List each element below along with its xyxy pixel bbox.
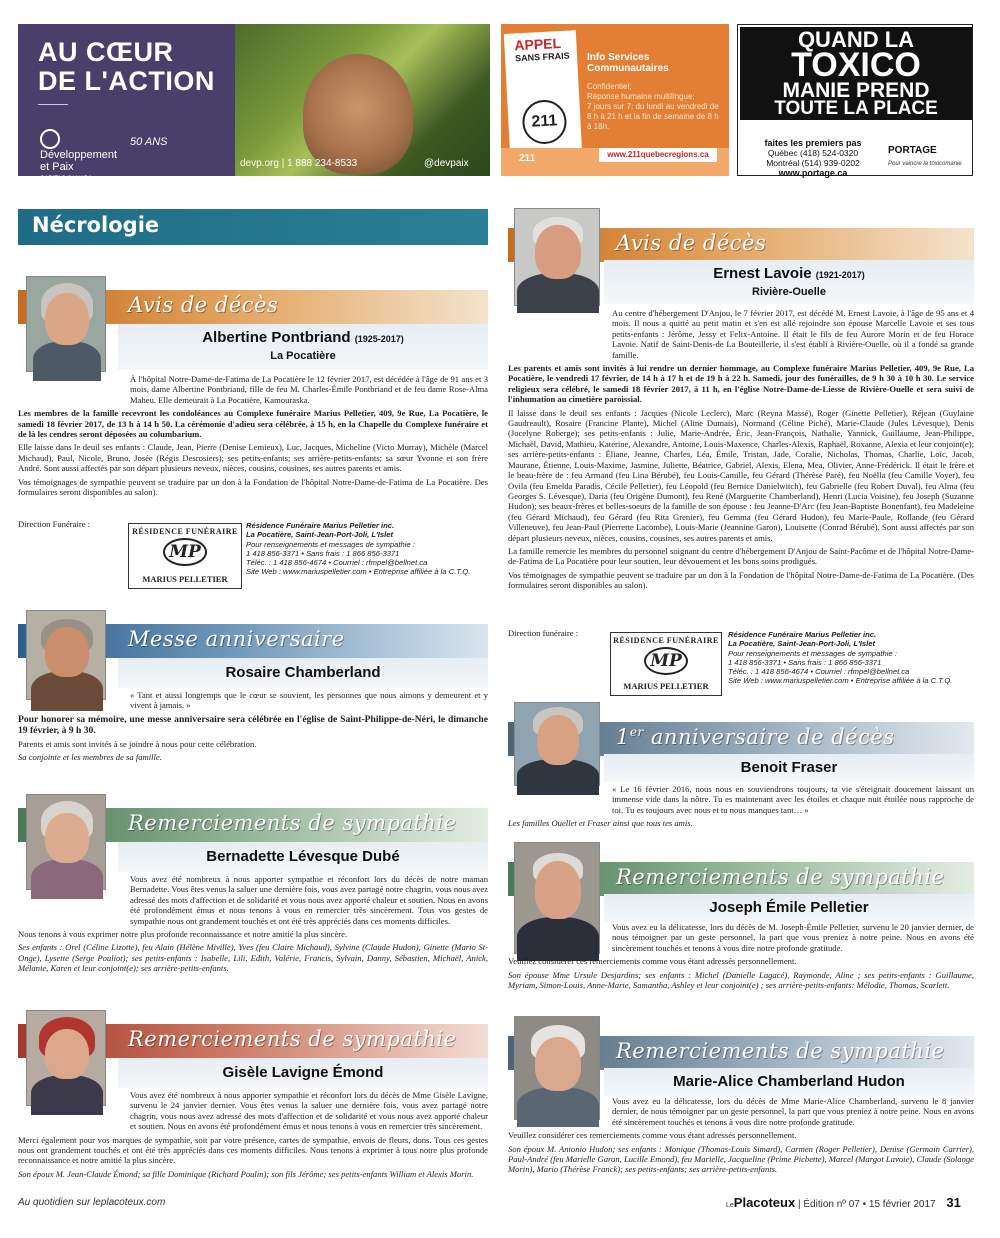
funeral-label: Direction funéraire : bbox=[508, 628, 579, 638]
paragraph: Parents et amis sont invités à se joindre à nous pour cette célébration. bbox=[18, 738, 257, 749]
banner-title: Remerciements de sympathie bbox=[128, 811, 457, 835]
paragraph: Son épouse Mme Ursule Desjardins; ses enfants : Michel (Danielle Lagacé), Raymonde, Aline ; ses petits-enfants : Guillaume, Myriam, Simon-Louis, Anne-Marie, Samantha, Ashley et leur conjoint(e) ; ses arrière-petits-enfants: Mélodie, Thomas, Scarlett. bbox=[508, 969, 974, 991]
paragraph: La famille remercie les membres du personnel soignant du centre d'hébergement D'Anjou de Saint-Pacôme et de l'hôpital Notre-Dame-de-Fatima de La Pocatière pour leur soutien, leur dévouement et les bons soins prodigués. bbox=[508, 545, 974, 567]
footer-edition-text: | Édition nº 07 • 15 février 2017 bbox=[798, 1199, 936, 1210]
paragraph: À l'hôpital Notre-Dame-de-Fatima de La Pocatière le 12 février 2017, est décédée à l'âge de 91 ans et 3 mois, dame Albertine Pontbriand, fille de feu M. Charles-Émile Pontbriand et de feu dame Rose-Alma Maheu. Elle demeurait à La Pocatière, Kamouraska. bbox=[130, 374, 488, 405]
obituary-text bbox=[508, 308, 974, 594]
paragraph: Les familles Ouellet et Fraser ainsi que tous tes amis. bbox=[508, 818, 693, 829]
funeral-phone: 1 418 856-3371 • Sans frais : 1 866 856-3371 bbox=[728, 657, 882, 667]
footer-paper-name: Placoteux bbox=[733, 1195, 796, 1210]
ad-portage-sub4[interactable]: www.portage.ca bbox=[778, 168, 848, 178]
banner-title: Remerciements de sympathie bbox=[128, 1027, 457, 1051]
paragraph: Vos témoignages de sympathie peuvent se traduire par un don à la Fondation de l'hôpital Notre-Dame-de-Fatima de La Pocatière. (Des formulaires seront disponibles au salon). bbox=[508, 569, 974, 591]
ad-portage-line4: TOUTE LA PLACE bbox=[774, 98, 938, 119]
ad-heading: Info Services Communautaires bbox=[587, 52, 669, 74]
obituary-albertine bbox=[18, 276, 488, 591]
banner-title: Messe anniversaire bbox=[128, 627, 345, 651]
paragraph: « Le 16 février 2016, nous nous en souviendrons toujours, ta vie s'éteignait doucement laissant un immense vide dans la nôtre. Tu es maintenant avec les étoiles et chaque nuit étoilée nous rapproche de toi. Tu es toujours avec nous et tu nous manques tant… » bbox=[612, 784, 974, 815]
deceased-name: Benoit Fraser bbox=[740, 759, 838, 776]
ad-title bbox=[38, 38, 238, 96]
banner-ordinal: 1 bbox=[616, 725, 630, 749]
obituary-text bbox=[508, 922, 974, 993]
obituary-text bbox=[18, 374, 488, 500]
ad-card-text bbox=[514, 34, 570, 66]
portrait-photo bbox=[26, 610, 106, 700]
ad-card-line2: SANS FRAIS bbox=[514, 50, 570, 64]
funeral-locations: La Pocatière, Saint-Jean-Port-Joli, L'Islet bbox=[728, 639, 875, 649]
obituary-text bbox=[508, 1096, 974, 1178]
funeral-website[interactable]: Site Web : www.mariuspelletier.com • Entreprise affiliée à la C.T.Q. bbox=[246, 567, 471, 577]
funeral-info bbox=[728, 630, 974, 686]
paragraph: Au centre d'hébergement D'Anjou, le 7 février 2017, est décédé M. Ernest Lavoie, à l'âge de 95 ans et 4 mois. Il nous a quitté au petit matin et s'en est allé rejoindre son épouse Marcelle Lavoie et ses tous petits-enfants : Jérôme, Jessy et Felix-Antoine. Il était le fils de feu Aurore Morin et de feu Horace Lavoie. Natif de Saint-Denis-de La Bouteillerie, il s'est établi à Rivière-Ouelle, où il a fondé sa grande famille. bbox=[612, 308, 974, 360]
banner-ordinal-suffix: er bbox=[629, 725, 644, 739]
name-box bbox=[604, 260, 974, 304]
funeral-phone: 1 418 856-3371 • Sans frais : 1 866 856-3371 bbox=[246, 548, 400, 558]
ad-211-number: 211 bbox=[521, 99, 567, 145]
ad-title-line1: AU CŒUR bbox=[38, 37, 174, 67]
logo-arc-text: RÉSIDENCE FUNÉRAIRE bbox=[613, 636, 719, 645]
paragraph: Vous avez été nombreux à nous apporter sympathie et réconfort lors du décès de Mme Gisèle Lavigne, survenu le 24 janvier dernier. Vous êtes venus la saluer une dernière fois, vous avez partagé notre chagrin, vous nous avez adressé des mots d'affection et de solidarité et vous nous avez apporté chaleur et soutien. Nous en avons été profondément émus et nous tenons à vous en remercier très sincèrement. bbox=[130, 1090, 488, 1132]
paragraph: Il laisse dans le deuil ses enfants : Jacques (Nicole Leclerc), Marc (Reyna Massé), Roger (Ginette Pelletier), Réjean (Guylaine Gaudreault), Rosaire (Francine Plante), Michel (Aline Dumais), Normand (Céline Piché), Marie-Claude (Jules Lévesque), Denis (Jocelyne Roberge); ses petits-enfants : Julie, Marie-Andrée, Éric, Jean-François, Nathalie, Yannick, Guillaume, Jean-Philippe, Michaël, David, Mathieu, Katerine, Alexandre, Antoine, Louis-Maxence, Charles-Alexis, Raphaël, Roxanne, Alexia et leur conjoint(e); ses arrière-petits-enfants : Éliane, Jeanne, Charles, Léa, Émile, Tristan, Jade, Coralie, Nicholas, Thomas, Charlie, Loïc, Jacob, Maurane, Étienne, Louis-Maxime, Jasmine, Juliette, Béatrice, Gabriel, Alexis, Elena, Mea, Olivier, Anne-Frédérick. Il était le frère et le beau-frère de : feu Armand (feu Lina Bérubé), feu Louis-Camille, feu Gérard (Thérèse Paré), feu Noëlla (feu Camille Voyer), feu Ovila (feu Emelda Paradis, Cécile Pelletier), feu Léopold (feu Bernice Danielwitch), feu Gabrielle (feu Robert Duval), feu Alma (feu Georges S. Lévesque), Daria (feu Origène Dumont), feu René (Marguerite Chamberland), Henri (Lucia Voisine), feu Joseph (Suzanne Hudon); ses beaux-frères et belles-soeurs de la famille de son épouse : feu Jeanne-D'Arc (feu Jean-Baptiste Bonenfant), feu Madeleine (feu Gérard Michaud), feu Gérard (feu Rita Grenier), feu Gemma (feu Gérard Hudon), feu Marie-Paule, Rollande (feu Gérard Villeneuve), feu Jean-Paul (Pierrette Lacombe), Louis-Marie (Jeannine Garon), Louisette (Conrad Bérubé). Sont aussi affectés par son départ plusieurs neveux, nièces, cousins, cousines, ses autres parents et amis. bbox=[508, 407, 974, 543]
deceased-years: (1921-2017) bbox=[815, 270, 865, 280]
deceased-name: Joseph Émile Pelletier bbox=[709, 899, 869, 916]
portrait-photo bbox=[514, 208, 600, 306]
deceased-name: Gisèle Lavigne Émond bbox=[222, 1064, 384, 1081]
paragraph: Veuillez considérer ces remerciements comme vous étant adressés personnellement. bbox=[508, 1130, 797, 1141]
ad-bullet: Confidentiel; bbox=[587, 82, 632, 91]
paragraph: Merci également pour vos marques de sympathie, soit par votre présence, cartes de sympathie, envois de fleurs, dons. Tous ces gestes nous ont grandement touchés et ont été très appréciés dans ces moments difficiles. Nous tenons à exprimer à tous notre plus profonde reconnaissance et notre amitié la plus sincère. bbox=[18, 1134, 488, 1166]
logo-monogram: MP bbox=[163, 538, 208, 566]
logo-monogram: MP bbox=[644, 647, 688, 675]
funeral-website[interactable]: Site Web : www.mariuspelletier.com • Entreprise affiliée à la C.T.Q. bbox=[728, 676, 953, 686]
banner-title: Remerciements de sympathie bbox=[616, 865, 945, 889]
section-header bbox=[18, 209, 488, 245]
deceased-years: (1925-2017) bbox=[354, 334, 404, 344]
footer-edition bbox=[726, 1195, 961, 1210]
funeral-label: Direction Funéraire : bbox=[18, 519, 91, 529]
deceased-name: Marie-Alice Chamberland Hudon bbox=[673, 1073, 905, 1090]
funeral-home-logo bbox=[128, 523, 242, 589]
paragraph: Les parents et amis sont invités à lui rendre un dernier hommage, au Complexe funéraire Marius Pelletier, 409, 9e Rue, La Pocatière, le vendredi 17 février, de 14 h à 17 h et de 19 h à 22 h. Samedi, jour des funérailles, de 9 h 30 à 10 h 30. Le service religieux sera célébré, le samedi 18 février 2017, à 11 h, en l'église Notre-Dame-de-Liesse de Rivière-Ouelle et sera suivi de l'inhumation au cimetière paroissial. bbox=[508, 363, 974, 405]
funeral-locations: La Pocatière, Saint-Jean-Port-Joli, L'Islet bbox=[246, 530, 393, 540]
logo-name: MARIUS PELLETIER bbox=[142, 574, 228, 584]
deceased-name: Rosaire Chamberland bbox=[225, 664, 381, 681]
funeral-home bbox=[18, 519, 488, 589]
paragraph: Vos témoignages de sympathie peuvent se traduire par un don à la Fondation de l'hôpital Notre-Dame-de-Fatima de La Pocatière. Des formulaires seront disponibles au salon). bbox=[18, 476, 488, 498]
name-box bbox=[118, 658, 488, 688]
banner-title: Remerciements de sympathie bbox=[616, 1039, 945, 1063]
ad-portage-sub3: Montréal (514) 939-0202 bbox=[766, 158, 860, 168]
obituary-joseph bbox=[508, 842, 974, 1007]
ad-portage-tagline: Pour vaincre la toxicomanie bbox=[888, 161, 962, 167]
funeral-home-logo bbox=[610, 632, 722, 696]
paragraph: Nous tenons à vous exprimer notre plus profonde reconnaissance et notre amitié la plus sincère. bbox=[18, 929, 348, 940]
paragraph: Veuillez considérer ces remerciements comme vous étant adressés personnellement. bbox=[508, 956, 797, 967]
ad-portage-title bbox=[740, 27, 972, 120]
ad-anniversary: 50 ANS bbox=[130, 136, 168, 148]
deceased-name bbox=[118, 329, 488, 346]
name-box bbox=[604, 754, 974, 782]
ad-211-logo: 211 bbox=[519, 153, 536, 164]
paragraph: Vous avez eu la délicatesse, lors du décès de M. Joseph-Émile Pelletier, survenu le 20 janvier dernier, de nous témoigner par un geste personnel, la part que vous preniez à notre peine. Nous en avons été sincèrement touchés et tenons à vous dire notre profonde gratitude. bbox=[612, 922, 974, 953]
ad-card-line1: APPEL bbox=[514, 34, 562, 54]
ad-portage-sub1: faites les premiers pas bbox=[764, 138, 862, 148]
deceased-place: La Pocatière bbox=[270, 350, 336, 362]
ad-social-handle[interactable]: @devpaix bbox=[424, 158, 469, 169]
ad-bullet: 7 jours sur 7: du lundi au vendredi de 8 h à 21 h et la fin de semaine de 8 h à 18h. bbox=[587, 102, 719, 131]
deceased-name-text: Ernest Lavoie bbox=[713, 265, 812, 282]
footer-site-link[interactable]: Au quotidien sur leplacoteux.com bbox=[18, 1197, 166, 1208]
ad-bullet: Réponse humaine multilingue; bbox=[587, 92, 695, 101]
devp-logo-icon bbox=[40, 129, 60, 149]
banner-title bbox=[616, 725, 895, 749]
obituary-bernadette bbox=[18, 794, 488, 994]
funeral-info bbox=[246, 521, 488, 577]
deceased-name: Bernadette Lévesque Dubé bbox=[206, 848, 400, 865]
ad-org-line1: Développement bbox=[40, 149, 118, 161]
obituary-text bbox=[508, 784, 974, 832]
obituary-text bbox=[18, 874, 488, 977]
paragraph: « Tant et aussi longtemps que le cœur se souvient, les personnes que nous aimons y demeurent et y vivent à jamais. » bbox=[130, 690, 488, 711]
funeral-line: Pour renseignements et messages de sympathie : bbox=[246, 539, 415, 549]
paragraph: Les membres de la famille recevront les condoléances au Complexe funéraire Marius Pelletier, 409, 9e Rue, La Pocatière, le samedi 18 février 2017, de 13 h à 14 h 50. La cérémonie d'adieu sera célébrée, à 15 h, en la Chapelle du Complexe funéraire et de là les cendres seront déposées au columbarium. bbox=[18, 408, 488, 440]
paragraph: Sa conjointe et les membres de sa famille. bbox=[18, 752, 162, 763]
ad-portage-line3: MANIE PREND bbox=[782, 79, 930, 102]
name-box bbox=[118, 1058, 488, 1088]
obituary-gisele bbox=[18, 1010, 488, 1190]
paragraph: Vous avez été nombreux à nous apporter sympathie et réconfort lors du décès de notre maman Bernadette. Vous êtes venus la saluer une dernière fois, vous avez partagé notre chagrin, vous nous avez adressé des mots d'affection et de solidarité et vous nous avez apporté chaleur et soutien. Nous en avons été profondément émus et nous tenons à vous en remercier très sincèrement. Tous vos gestes de sympathie nous ont grandement touchés et ont été très appréciés dans ces moments difficiles. bbox=[130, 874, 488, 926]
paragraph: Pour honorer sa mémoire, une messe anniversaire sera célébrée en l'église de Saint-Philippe-de-Néri, le dimanche 19 février, à 9 h 30. bbox=[18, 713, 488, 736]
ad-title-line2: DE L'ACTION bbox=[38, 66, 215, 96]
paragraph: Son époux M. Jean-Claude Émond; sa fille Dominique (Richard Poulin); son fils Jérôme; ses petits-enfants William et Alexis Morin. bbox=[18, 1168, 474, 1179]
ad-211[interactable] bbox=[501, 24, 729, 176]
ad-divider bbox=[38, 104, 68, 105]
obituary-ernest bbox=[508, 208, 974, 698]
obituary-text bbox=[18, 690, 488, 766]
banner-title-text: anniversaire de décès bbox=[650, 725, 895, 749]
obituary-benoit bbox=[508, 702, 974, 836]
portrait-photo bbox=[26, 276, 106, 372]
ad-photo-face bbox=[303, 54, 413, 174]
funeral-name: Résidence Funéraire Marius Pelletier inc. bbox=[246, 521, 395, 530]
paragraph: Son époux M. Antonio Hudon; ses enfants : Monique (Thomas-Louis Simard), Carmen (Roger Pelletier), Denise (Germain Carrier), Paul-André (feu Marielle Garon, Lucille Emond), feu Marielle, Jacqueline (Prime Picbette), Marcel (Margot Lavoie), Claude (Solange Morin), Mario (Thérèse Franck); ses petits-enfants; ses arrière-petits-enfants. bbox=[508, 1143, 974, 1175]
ad-portage-contact bbox=[738, 138, 888, 178]
banner-title: Avis de décès bbox=[616, 231, 767, 255]
funeral-line: Pour renseignements et messages de sympathie : bbox=[728, 648, 897, 658]
ad-card bbox=[504, 30, 582, 158]
paragraph: Elle laisse dans le deuil ses enfants : Claude, Jean, Pierre (Denise Lemieux), Luc, Jacques, Micheline (Victo Murray), Michèle (Marcel Michaud), Paul, Nicole, Bruno, Josée (Régis Desrosiers); ses petits-enfants; ses arrière-petits-enfants; sa sœur Yvonne et son frère André. Sont aussi affectés par son départ plusieurs neveux, nièces, cousins, cousines, ses autres parents et amis. bbox=[18, 442, 488, 474]
ad-devp[interactable] bbox=[18, 24, 490, 182]
section-title: Nécrologie bbox=[32, 213, 160, 237]
ad-bullets bbox=[587, 82, 725, 132]
ad-org-line3: CARITAS CANADA bbox=[40, 176, 93, 182]
deceased-name-text: Albertine Pontbriand bbox=[202, 329, 351, 346]
logo-arc-text: RÉSIDENCE FUNÉRAIRE bbox=[132, 527, 238, 536]
funeral-home bbox=[508, 628, 974, 698]
ad-org-line2: et Paix bbox=[40, 161, 74, 173]
ad-org bbox=[40, 125, 117, 185]
deceased-name bbox=[604, 265, 974, 282]
obituary-marie-alice bbox=[508, 1016, 974, 1188]
funeral-fax-email[interactable]: Téléc. : 1 418 856-4674 • Courriel : rfmpel@bellnet.ca bbox=[728, 667, 910, 677]
funeral-name: Résidence Funéraire Marius Pelletier inc. bbox=[728, 630, 877, 639]
name-box bbox=[118, 324, 488, 370]
ad-portage-sub2: Québec (418) 524-0320 bbox=[767, 148, 859, 158]
banner-title: Avis de décès bbox=[128, 293, 279, 317]
paragraph: Ses enfants : Orel (Céline Lizotte), feu Alain (Hélène Miville), Yves (feu Claire Michaud), Sylvine (Claude Hudon), Ginette (Mario St-Onge), Lysette (Serge Pouliot); ses petits-enfants : Isabelle, Lili, Edith, Valérie, Francis, Sylvain, Danny, Sébastien, Michaël, Anick, Mélanie, Karen et leur conjoint(e); ses arrière-petits-enfants. bbox=[18, 942, 488, 974]
name-box bbox=[604, 1068, 974, 1096]
ad-portage-brand: PORTAGE bbox=[888, 145, 937, 156]
obituary-text bbox=[18, 1090, 488, 1182]
ad-contact[interactable]: devp.org | 1 888 234-8533 bbox=[240, 158, 358, 169]
footer-paper-prefix: Le bbox=[726, 1202, 734, 1209]
funeral-fax-email[interactable]: Téléc. : 1 418 856-4674 • Courriel : rfmpel@bellnet.ca bbox=[246, 558, 428, 568]
obituary-rosaire bbox=[18, 610, 488, 778]
ad-portage-line1: QUAND LA bbox=[797, 27, 915, 52]
name-box bbox=[604, 894, 974, 922]
deceased-place: Rivière-Ouelle bbox=[752, 286, 826, 298]
ad-url[interactable]: www.211quebecregions.ca bbox=[599, 148, 717, 162]
portrait-photo bbox=[514, 702, 600, 786]
name-box bbox=[118, 842, 488, 872]
page-number: 31 bbox=[946, 1195, 961, 1210]
paragraph: Vous avez eu la délicatesse, lors du décès de Mme Marie-Alice Chamberland, survenu le 8 janvier dernier, de nous témoigner par un geste personnel, la part que vous preniez à notre peine. Nous en avons été sincèrement touchés et tenons à vous dire notre profonde gratitude. bbox=[612, 1096, 974, 1127]
ad-portage-line2: TOXICO bbox=[791, 46, 921, 84]
logo-name: MARIUS PELLETIER bbox=[623, 681, 709, 691]
ad-portage[interactable] bbox=[737, 24, 973, 176]
